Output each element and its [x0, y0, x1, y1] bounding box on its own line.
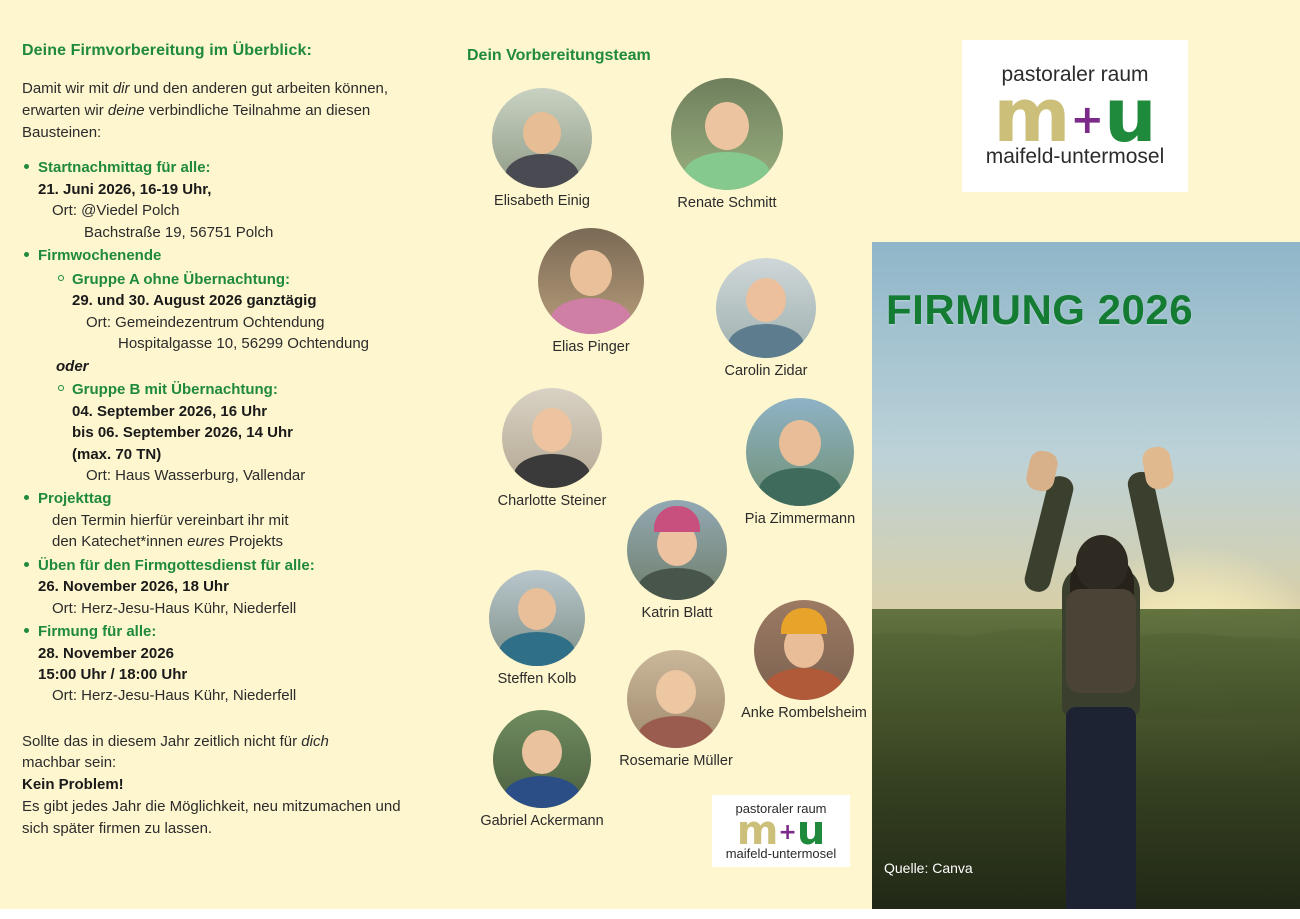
avatar	[489, 570, 585, 666]
bottom-strip	[0, 909, 1300, 919]
figure-legs	[1066, 707, 1136, 909]
projekttag-emphasis: eures	[187, 533, 225, 551]
projekttag-line-1: den Termin hierfür vereinbart ihr mit	[52, 511, 289, 529]
sub-title: Gruppe A ohne Übernachtung:	[72, 270, 291, 288]
team-member-elias-pinger	[516, 228, 666, 355]
team-member-name: Gabriel Ackermann	[480, 813, 604, 829]
avatar-head	[779, 420, 821, 466]
item-date: 26. November 2026, 18 Uhr	[38, 578, 229, 596]
team-member-name: Rosemarie Müller	[619, 753, 733, 769]
avatar	[538, 228, 644, 334]
avatar-head	[522, 730, 562, 774]
silhouette-figure	[1020, 457, 1185, 909]
avatar	[493, 710, 591, 808]
team-member-carolin-zidar	[686, 258, 846, 379]
avatar-body	[551, 298, 631, 334]
intro-text-3: verbindliche Teilnahme an diesen Bausteinen:	[22, 101, 371, 141]
logo-letter-u: u	[796, 808, 826, 854]
intro-emphasis-dir: dir	[112, 80, 130, 97]
hollow-bullet-icon	[58, 275, 64, 281]
sub-date-start: 04. September 2026, 16 Uhr	[72, 403, 268, 421]
closing-note	[22, 731, 422, 840]
projekttag-line-2	[38, 531, 422, 552]
avatar-body	[505, 154, 579, 188]
closing-line-2: machbar sein:	[22, 754, 117, 772]
team-member-name: Elias Pinger	[552, 339, 630, 355]
bullet-icon	[24, 252, 29, 257]
team-member-gabriel-ackermann	[452, 710, 632, 829]
list-item-gruppe-b	[56, 379, 422, 486]
avatar-head	[518, 588, 556, 630]
team-member-name: Pia Zimmermann	[744, 511, 856, 527]
avatar-head	[532, 408, 572, 452]
bullet-icon	[24, 164, 29, 169]
team-member-name: Charlotte Steiner	[497, 493, 607, 509]
page-title: FIRMUNG 2026	[886, 286, 1194, 333]
logo-top-text: pastoraler raum	[735, 801, 827, 816]
bullet-icon	[24, 562, 29, 567]
item-location: Ort: Herz-Jesu-Haus Kühr, Niederfell	[52, 687, 297, 705]
team-member-name: Renate Schmitt	[677, 195, 777, 211]
list-item-ueben	[22, 555, 422, 619]
oder-separator: oder	[56, 358, 89, 376]
intro-text-2: und den anderen gut arbeiten können, erwarten wir	[22, 80, 389, 119]
avatar-body	[765, 668, 843, 700]
team-photo-grid	[430, 70, 870, 860]
sub-date: 29. und 30. August 2026 ganztägig	[72, 292, 317, 310]
avatar	[754, 600, 854, 700]
avatar-body	[759, 468, 841, 506]
avatar-hat	[654, 506, 700, 532]
logo-plus-icon: +	[778, 820, 797, 846]
team-member-name: Anke Rombelsheim	[741, 705, 867, 721]
intro-emphasis-deine: deine	[107, 101, 145, 119]
hero-photo	[872, 242, 1300, 909]
bullet-icon	[24, 495, 29, 500]
avatar-body	[638, 716, 714, 748]
sub-date-end: bis 06. September 2026, 14 Uhr	[72, 424, 293, 442]
item-times: 15:00 Uhr / 18:00 Uhr	[38, 665, 188, 683]
logo-plus-icon: +	[1070, 97, 1104, 143]
logo-letter-u: u	[1103, 72, 1157, 159]
closing-text-a: Sollte das in diesem Jahr zeitlich nicht für	[22, 732, 302, 750]
list-item-startnachmittag	[22, 157, 422, 243]
avatar-body	[728, 324, 804, 358]
sub-title: Gruppe B mit Übernachtung:	[72, 381, 278, 399]
closing-kein-problem: Kein Problem!	[22, 776, 124, 794]
projekttag-text-b: Projekts	[224, 533, 284, 551]
avatar-head	[746, 278, 786, 322]
avatar-head	[570, 250, 612, 296]
avatar	[746, 398, 854, 506]
avatar	[627, 650, 725, 748]
team-member-steffen-kolb	[462, 570, 612, 687]
closing-line-3: Es gibt jedes Jahr die Möglichkeit, neu mitzumachen und sich später firmen zu lassen.	[22, 797, 401, 837]
item-date: 21. Juni 2026, 16-19 Uhr,	[38, 181, 212, 198]
figure-backpack	[1066, 589, 1136, 693]
logo-pastoraler-raum-small	[712, 795, 850, 867]
team-member-name: Steffen Kolb	[497, 671, 577, 687]
avatar-body	[514, 454, 590, 488]
item-title: Firmwochenende	[38, 246, 162, 264]
list-item-firmwochenende	[22, 245, 422, 486]
item-title: Firmung für alle:	[38, 622, 157, 640]
projekttag-text-a: den Katechet*innen	[52, 533, 188, 551]
avatar-body	[638, 568, 716, 600]
logo-pastoraler-raum-main	[962, 40, 1188, 192]
avatar-body	[684, 152, 770, 190]
intro-text-1: Damit wir mit	[22, 80, 113, 97]
sub-capacity: (max. 70 TN)	[72, 445, 162, 463]
logo-top-text: pastoraler raum	[1001, 62, 1149, 86]
avatar	[671, 78, 783, 190]
avatar-body	[499, 632, 575, 666]
avatar	[492, 88, 592, 188]
sub-location: Ort: Gemeindezentrum Ochtendung	[86, 313, 325, 331]
gruppe-a-list	[38, 269, 422, 355]
logo-letter-m: m	[736, 808, 779, 854]
sub-address: Hospitalgasse 10, 56299 Ochtendung	[118, 334, 370, 352]
avatar	[502, 388, 602, 488]
team-heading: Dein Vorbereitungsteam	[467, 47, 651, 64]
hollow-bullet-icon	[58, 385, 64, 391]
team-member-renate-schmitt	[642, 78, 812, 211]
item-date: 28. November 2026	[38, 644, 174, 662]
list-item-projekttag	[22, 488, 422, 552]
team-member-charlotte-steiner	[470, 388, 634, 509]
item-title: Projekttag	[38, 490, 112, 508]
item-title: Üben für den Firmgottesdienst für alle:	[38, 556, 315, 574]
list-item-gruppe-a	[56, 269, 422, 355]
avatar-head	[656, 670, 696, 714]
team-member-name: Katrin Blatt	[641, 605, 713, 621]
overview-column	[22, 42, 422, 839]
avatar-body	[504, 776, 580, 808]
gruppe-b-list	[38, 379, 422, 486]
avatar-hat	[781, 608, 827, 634]
logo-bottom-text: maifeld-untermosel	[725, 846, 837, 861]
avatar	[716, 258, 816, 358]
overview-heading: Deine Firmvorbereitung im Überblick:	[22, 42, 312, 59]
team-member-name: Carolin Zidar	[724, 363, 808, 379]
photo-credit: Quelle: Canva	[884, 860, 973, 876]
bausteine-list	[22, 157, 422, 706]
closing-emphasis: dich	[301, 732, 329, 750]
list-item-firmung	[22, 621, 422, 707]
logo-letter-m: m	[993, 72, 1071, 159]
team-member-elisabeth-einig	[462, 88, 622, 209]
closing-line-1	[22, 731, 422, 753]
avatar	[627, 500, 727, 600]
team-member-name: Elisabeth Einig	[494, 193, 590, 209]
avatar-head	[705, 102, 749, 150]
item-title: Startnachmittag für alle:	[38, 159, 211, 177]
intro-paragraph	[22, 78, 422, 143]
avatar-head	[523, 112, 561, 154]
sub-location: Ort: Haus Wasserburg, Vallendar	[86, 466, 306, 484]
item-location: Ort: Herz-Jesu-Haus Kühr, Niederfell	[52, 599, 297, 617]
logo-bottom-text: maifeld-untermosel	[985, 145, 1165, 169]
figure-head	[1076, 535, 1128, 591]
item-location: Ort: @Viedel Polch	[52, 202, 180, 220]
item-address: Bachstraße 19, 56751 Polch	[84, 223, 274, 241]
bullet-icon	[24, 628, 29, 633]
